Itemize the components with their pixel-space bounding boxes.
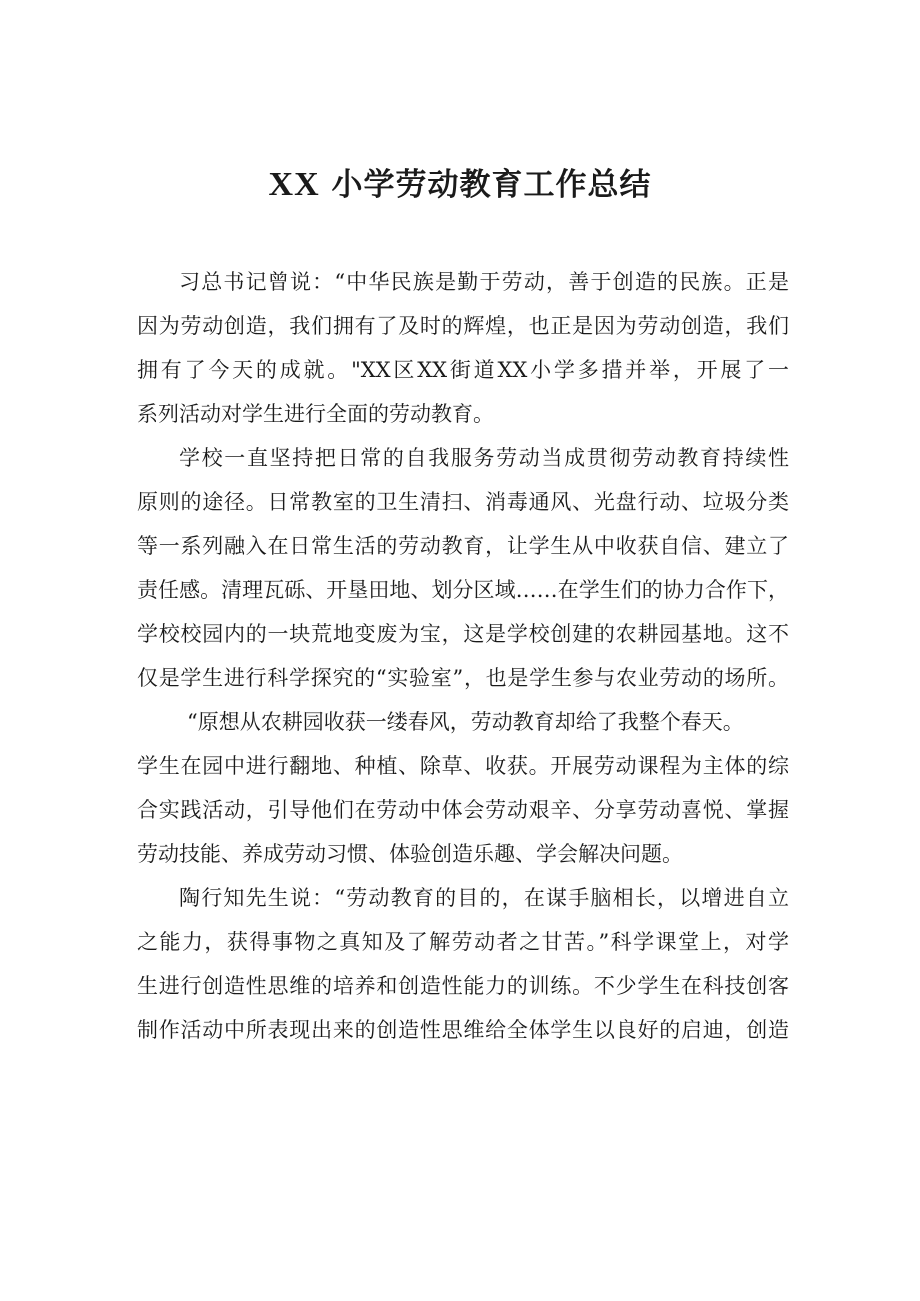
text-line: 等一系列融入在日常生活的劳动教育，让学生从中收获自信、建立了 (137, 534, 789, 558)
paragraph-1 (137, 260, 789, 436)
text-line: 生进行创造性思维的培养和创造性能力的训练。不少学生在科技创客 (137, 974, 789, 998)
text-line: 原则的途径。日常教室的卫生清扫、消毒通风、光盘行动、垃圾分类 (137, 490, 789, 514)
text-line: 仅是学生进行科学探究的“实验室”，也是学生参与农业劳动的场所。 (137, 666, 789, 690)
text-line: 陶行知先生说：“劳动教育的目的，在谋手脑相长，以增进自立 (179, 886, 789, 910)
text-line: 系列活动对学生进行全面的劳动教育。 (137, 402, 494, 426)
text-line: 学生在园中进行翻地、种植、除草、收获。开展劳动课程为主体的综 (137, 754, 789, 778)
paragraph-2 (137, 436, 789, 700)
title-prefix: XX (268, 166, 320, 203)
text-line: 劳动技能、养成劳动习惯、体验创造乐趣、学会解决问题。 (137, 842, 683, 866)
document-body (137, 260, 789, 1052)
text-line: 拥有了今天的成就。"XX区XX街道XX小学多措并举，开展了一 (137, 358, 789, 382)
text-line: 制作活动中所表现出来的创造性思维给全体学生以良好的启迪，创造 (137, 1018, 789, 1042)
text-line: 因为劳动创造，我们拥有了及时的辉煌，也正是因为劳动创造，我们 (137, 314, 789, 338)
text-line: 之能力，获得事物之真知及了解劳动者之甘苦。”科学课堂上，对学 (137, 930, 789, 954)
text-line: 责任感。清理瓦砾、开垦田地、划分区域……在学生们的协力合作下， (137, 578, 789, 602)
page-title (0, 158, 920, 212)
text-line: 学校一直坚持把日常的自我服务劳动当成贯彻劳动教育持续性 (179, 446, 789, 470)
paragraph-4 (137, 876, 789, 1052)
title-text: 小学劳动教育工作总结 (331, 167, 652, 203)
text-line: “原想从农耕园收获一缕春风，劳动教育却给了我整个春天。 (187, 710, 744, 734)
paragraph-3 (137, 700, 789, 876)
text-line: 合实践活动，引导他们在劳动中体会劳动艰辛、分享劳动喜悦、掌握 (137, 798, 789, 822)
text-line: 学校校园内的一块荒地变废为宝，这是学校创建的农耕园基地。这不 (137, 622, 789, 646)
text-line: 习总书记曾说：“中华民族是勤于劳动，善于创造的民族。正是 (179, 270, 789, 294)
